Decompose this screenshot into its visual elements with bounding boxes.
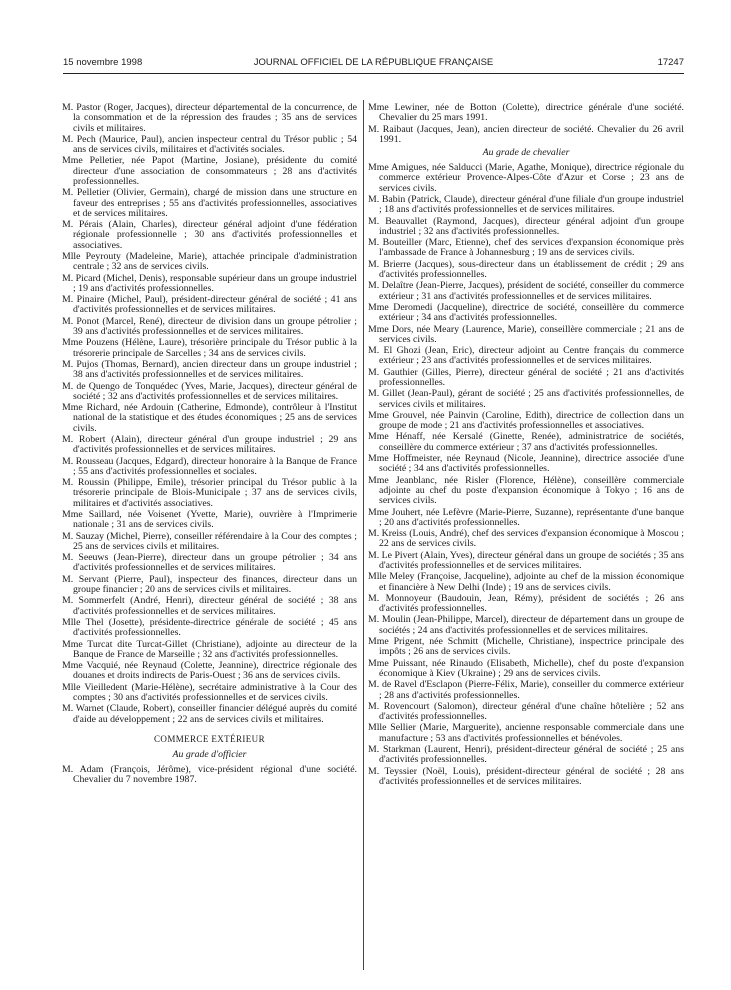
list-item: M. Rovencourt (Salomon), directeur général d'une chaîne hôtelière ; 52 ans d'activités professionnelles. (368, 700, 684, 723)
list-item: Mlle Sellier (Marie, Marguerite), ancienne responsable commerciale dans une manufacture ; 53 ans d'activités professionnelles et bénévoles. (368, 722, 684, 744)
list-item: M. Gillet (Jean-Paul), gérant de société ; 25 ans d'activités professionnelles, de services civils et militaires. (368, 388, 684, 410)
list-item: Mme Saillard, née Voisenet (Yvette, Marie), ouvrière à l'Imprimerie nationale ; 31 ans de services civils. (62, 509, 357, 531)
list-item: M. Raibaut (Jacques, Jean), ancien directeur de société. Chevalier du 26 avril 1991. (368, 123, 684, 145)
list-item: M. Starkman (Laurent, Henri), président-directeur général de société ; 25 ans d'activités professionnelles. (368, 744, 684, 766)
list-item: M. Sommerfelt (André, Henri), directeur général de société ; 38 ans d'activités professionnelles et de services militaires. (62, 595, 357, 617)
right-entry-list-chevalier (368, 163, 684, 787)
list-item: Mme Richard, née Ardouin (Catherine, Edmonde), contrôleur à l'Institut national de la statistique et des études économiques ; 25 ans de services civils. (62, 402, 357, 434)
list-item: M. Rousseau (Jacques, Edgard), directeur honoraire à la Banque de France ; 55 ans d'activités professionnelles et sociales. (62, 455, 357, 477)
list-item: M. Kreiss (Louis, André), chef des services d'expansion économique à Moscou ; 22 ans de services civils. (368, 528, 684, 550)
header-page-number: 17247 (657, 57, 684, 68)
list-item: M. Picard (Michel, Denis), responsable supérieur dans un groupe industriel ; 19 ans d'activités professionnelles. (62, 272, 357, 294)
list-item: M. Ponot (Marcel, René), directeur de division dans un groupe pétrolier ; 39 ans d'activités professionnelles et de services militaires. (62, 315, 357, 337)
list-item: Mme Dors, née Meary (Laurence, Marie), conseillère commerciale ; 21 ans de services civils. (368, 323, 684, 345)
list-item: M. Delaître (Jean-Pierre, Jacques), président de société, conseiller du commerce extérieur ; 31 ans d'activités professionnelles et de services militaires. (368, 280, 684, 302)
list-item: M. de Ravel d'Esclapon (Pierre-Félix, Marie), conseiller du commerce extérieur ; 28 ans d'activités professionnelles. (368, 679, 684, 701)
list-item: Mme Vacquié, née Reynaud (Colette, Jeannine), directrice régionale des douanes et droits indirects de Paris-Ouest ; 36 ans de services civils. (62, 660, 357, 682)
list-item: M. Pelletier (Olivier, Germain), chargé de mission dans une structure en faveur des entreprises ; 55 ans d'activités professionnelles, associatives et de services militaires. (62, 187, 357, 219)
list-item: Mlle Meley (Françoise, Jacqueline), adjointe au chef de la mission économique et financière à New Delhi (Inde) ; 19 ans de services civils. (368, 571, 684, 593)
subsection-title-chevalier: Au grade de chevalier (482, 147, 570, 159)
list-item: M. Robert (Alain), directeur général d'un groupe industriel ; 29 ans d'activités professionnelles et de services militaires. (62, 433, 357, 456)
header-date: 15 novembre 1998 (63, 57, 143, 68)
list-item: Mme Jouhert, née Lefèvre (Marie-Pierre, Suzanne), représentante d'une banque ; 20 ans d'activités professionnelles. (368, 506, 684, 528)
list-item: Mme Prigent, née Schmitt (Michelle, Christiane), inspectrice principale des impôts ; 26 ans de services civils. (368, 636, 684, 658)
list-item: Mme Hoffmeister, née Reynaud (Nicole, Jeannine), directrice associée d'une société ; 34 ans d'activités professionnelles. (368, 453, 684, 475)
list-item: M. Adam (François, Jérôme), vice-président régional d'une société. Chevalier du 7 novembre 1987. (62, 763, 357, 786)
list-item: M. Bouteiller (Marc, Etienne), chef des services d'expansion économique près l'ambassade de France à Johannesburg ; 19 ans de services civils. (368, 237, 684, 259)
header-title: JOURNAL OFFICIEL DE LA RÉPUBLIQUE FRANÇAISE (253, 57, 494, 68)
list-item: M. Beauvallet (Raymond, Jacques), directeur général adjoint d'un groupe industriel ; 32 ans d'activités professionnelles. (368, 215, 684, 237)
list-item: Mme Puissant, née Rinaudo (Elisabeth, Michelle), chef du poste d'expansion économique à Kiev (Ukraine) ; 29 ans de services civils. (368, 657, 684, 679)
list-item: M. Moulin (Jean-Philippe, Marcel), directeur de département dans un groupe de sociétés ; 24 ans d'activités professionnelles et de services militaires. (368, 614, 684, 636)
header-divider (63, 73, 684, 74)
list-item: M. Pech (Maurice, Paul), ancien inspecteur central du Trésor public ; 54 ans de services civils, militaires et d'activités sociales. (62, 133, 357, 156)
list-item: M. El Ghozi (Jean, Eric), directeur adjoint au Centre français du commerce extérieur ; 23 ans d'activités professionnelles et de services militaires. (368, 345, 684, 367)
list-item: M. Warnet (Claude, Robert), conseiller financier délégué auprès du comité d'aide au développement ; 22 ans de services civils et militaires. (62, 703, 357, 725)
list-item: Mme Jeanblanc, née Risler (Florence, Hélène), conseillère commerciale adjointe au chef du poste d'expansion économique à Tokyo ; 16 ans de services civils. (368, 474, 684, 507)
page-header (63, 57, 684, 71)
list-item: M. Pastor (Roger, Jacques), directeur départemental de la concurrence, de la consommation et de la répression des fraudes ; 35 ans de services civils et militaires. (62, 102, 357, 134)
list-item: Mme Pelletier, née Papot (Martine, Josiane), présidente du comité directeur d'une association de consommateurs ; 28 ans d'activités professionnelles. (62, 155, 357, 187)
list-item: Mme Turcat dite Turcat-Gillet (Christiane), adjointe au directeur de la Banque de France de Marseille ; 32 ans d'activités professionnelles. (62, 638, 357, 660)
list-item: M. Babin (Patrick, Claude), directeur général d'une filiale d'un groupe industriel ; 18 ans d'activités professionnelles et de services militaires. (368, 193, 684, 216)
list-item: M. Le Pivert (Alain, Yves), directeur général dans un groupe de sociétés ; 35 ans d'activités professionnelles et de services militaires. (368, 549, 684, 571)
list-item: M. Pinaire (Michel, Paul), président-directeur général de société ; 41 ans d'activités professionnelles et de services militaires. (62, 294, 357, 316)
list-item: M. de Quengo de Tonquédec (Yves, Marie, Jacques), directeur général de société ; 32 ans d'activités professionnelles et de services militaires. (62, 380, 357, 402)
list-item: M. Gauthier (Gilles, Pierre), directeur général de société ; 21 ans d'activités professionnelles. (368, 366, 684, 388)
list-item: Mlle Peyrouty (Madeleine, Marie), attachée principale d'administration centrale ; 32 ans de services civils. (62, 250, 357, 273)
list-item: M. Pujos (Thomas, Bernard), ancien directeur dans un groupe industriel ; 38 ans d'activités professionnelles et de services militaires. (62, 358, 357, 381)
list-item: M. Teyssier (Noël, Louis), président-directeur général de société ; 28 ans d'activités professionnelles et de services militaires. (368, 765, 684, 787)
section-title-commerce-exterieur: COMMERCE EXTÉRIEUR (154, 733, 265, 744)
list-item: M. Pérais (Alain, Charles), directeur général adjoint d'une fédération régionale professionnelle ; 30 ans d'activités professionnelles et associatives. (62, 219, 357, 251)
list-item: M. Brierre (Jacques), sous-directeur dans un établissement de crédit ; 29 ans d'activités professionnelles. (368, 258, 684, 280)
list-item: Mme Lewiner, née de Botton (Colette), directrice générale d'une société. Chevalier du 25 mars 1991. (368, 102, 684, 124)
list-item: M. Seeuws (Jean-Pierre), directeur dans un groupe pétrolier ; 34 ans d'activités professionnelles et de services militaires. (62, 552, 357, 574)
list-item: Mlle Thel (Josette), présidente-directrice générale de société ; 45 ans d'activités professionnelles. (62, 616, 357, 639)
list-item: M. Monnoyeur (Baudouin, Jean, Rémy), président de sociétés ; 26 ans d'activités professionnelles. (368, 592, 684, 615)
list-item: Mme Hénaff, née Kersalé (Ginette, Renée), administratrice de sociétés, conseillère du commerce extérieur ; 37 ans d'activités professionnelles. (368, 431, 684, 453)
list-item: Mme Deromedi (Jacqueline), directrice de société, conseillère du commerce extérieur ; 34 ans d'activités professionnelles. (368, 301, 684, 324)
right-entry-list-officier (368, 103, 684, 145)
column-divider (363, 100, 364, 970)
right-column (368, 103, 684, 788)
subsection-title-officier: Au grade d'officier (172, 748, 247, 760)
left-column (62, 103, 357, 786)
list-item: Mme Amigues, née Salducci (Marie, Agathe, Monique), directrice régionale du commerce extérieur Provence-Alpes-Côte d'Azur et Corse ; 23 ans de services civils. (368, 162, 684, 194)
list-item: Mme Pouzens (Hélène, Laure), trésorière principale du Trésor public à la trésorerie principale de Sarcelles ; 34 ans de services civils. (62, 337, 357, 359)
list-item: M. Sauzay (Michel, Pierre), conseiller référendaire à la Cour des comptes ; 25 ans de services civils et militaires. (62, 530, 357, 552)
left-entry-list (62, 103, 357, 725)
list-item: M. Roussin (Philippe, Emile), trésorier principal du Trésor public à la trésorerie principale de Blois-Municipale ; 37 ans de services civils, militaires et d'activités associatives. (62, 477, 357, 509)
left-entry-list-officier (62, 765, 357, 786)
list-item: M. Servant (Pierre, Paul), inspecteur des finances, directeur dans un groupe financier ; 20 ans de services civils et militaires. (62, 573, 357, 596)
list-item: Mlle Vieilledent (Marie-Hélène), secrétaire administrative à la Cour des comptes ; 30 ans d'activités professionnelles et de services civils. (62, 681, 357, 703)
list-item: Mme Grouvel, née Painvin (Caroline, Edith), directrice de collection dans un groupe de mode ; 21 ans d'activités professionnelles et associatives. (368, 409, 684, 432)
